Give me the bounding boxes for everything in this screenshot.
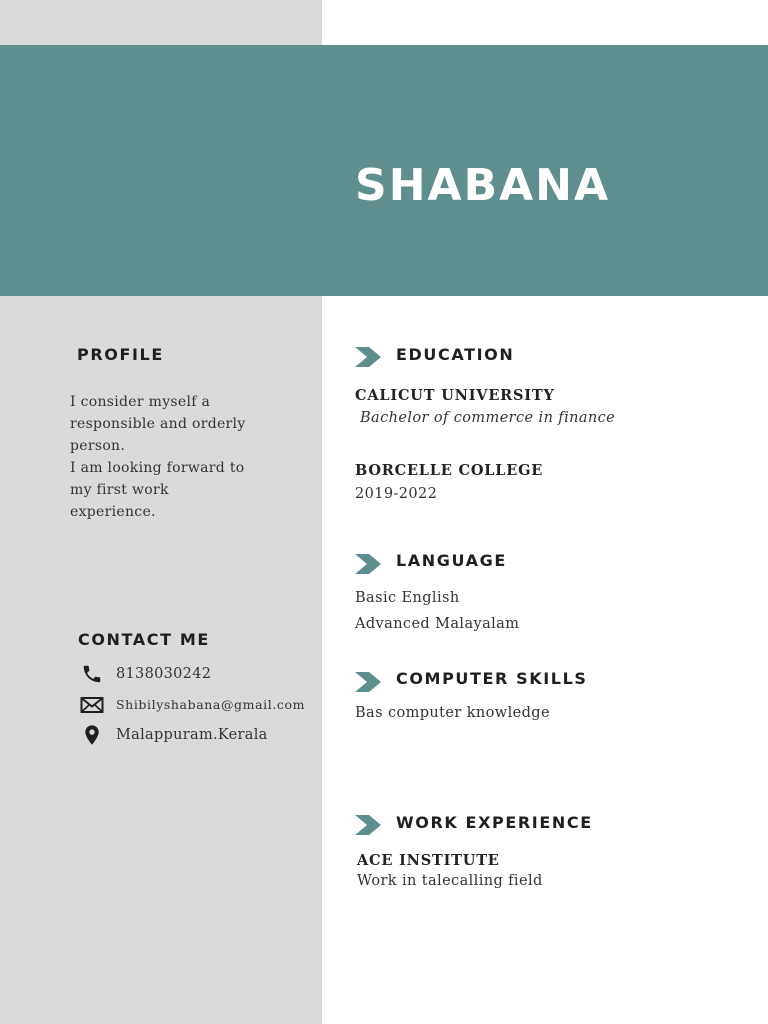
phone-icon bbox=[80, 663, 104, 685]
envelope-icon bbox=[80, 694, 104, 716]
work-experience-heading: WORK EXPERIENCE bbox=[396, 813, 593, 832]
education-detail: 2019-2022 bbox=[355, 486, 438, 502]
education-heading: EDUCATION bbox=[396, 345, 515, 364]
computer-skill-item: Bas computer knowledge bbox=[355, 705, 550, 721]
profile-line: I am looking forward to bbox=[70, 460, 245, 476]
chevron-right-icon bbox=[355, 347, 381, 367]
profile-line: responsible and orderly bbox=[70, 416, 246, 432]
contact-phone[interactable]: 8138030242 bbox=[116, 666, 212, 682]
contact-location: Malappuram.Kerala bbox=[116, 727, 268, 743]
education-detail: Bachelor of commerce in finance bbox=[360, 410, 616, 426]
education-institution: BORCELLE COLLEGE bbox=[355, 462, 544, 479]
language-heading: LANGUAGE bbox=[396, 551, 507, 570]
chevron-right-icon bbox=[355, 672, 381, 692]
contact-heading: CONTACT ME bbox=[78, 630, 210, 649]
profile-line: my first work bbox=[70, 482, 169, 498]
language-item: Advanced Malayalam bbox=[355, 616, 520, 632]
computer-skills-heading: COMPUTER SKILLS bbox=[396, 669, 588, 688]
contact-email[interactable]: Shibilyshabana@gmail.com bbox=[116, 697, 306, 712]
work-detail: Work in talecalling field bbox=[357, 873, 543, 889]
profile-line: person. bbox=[70, 438, 126, 454]
chevron-right-icon bbox=[355, 815, 381, 835]
map-pin-icon bbox=[80, 724, 104, 746]
profile-line: I consider myself a bbox=[70, 394, 211, 410]
education-institution: CALICUT UNIVERSITY bbox=[355, 387, 555, 404]
profile-line: experience. bbox=[70, 504, 156, 520]
chevron-right-icon bbox=[355, 554, 381, 574]
resume-name: SHABANA bbox=[355, 160, 611, 211]
work-company: ACE INSTITUTE bbox=[357, 852, 500, 869]
profile-text bbox=[70, 391, 310, 523]
language-item: Basic English bbox=[355, 590, 460, 606]
profile-heading: PROFILE bbox=[77, 345, 164, 364]
